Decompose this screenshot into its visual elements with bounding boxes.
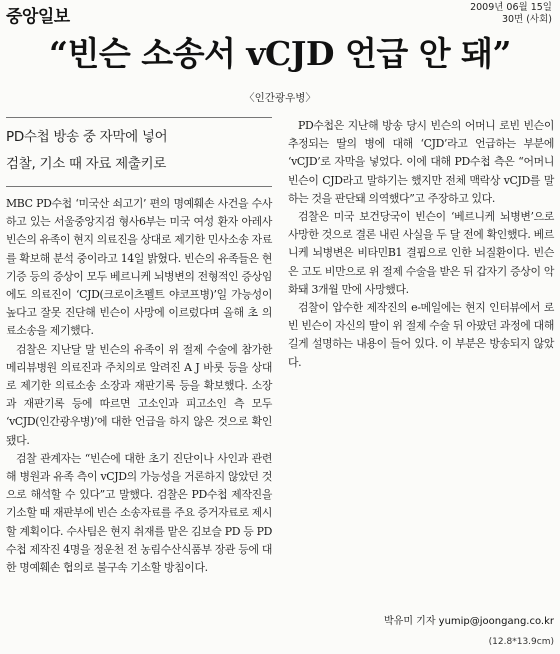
masthead-logo: 중앙일보 <box>6 7 70 27</box>
headline: “빈슨 소송서 vCJD 언급 안 돼” <box>49 34 511 73</box>
body-paragraph: 검찰은 지난달 말 빈슨의 유족이 위 절제 수술에 참가한 메리뷰병원 의료진과 주치의로 알려진 A J 바룻 등을 상대로 제기한 의료소송 소장과 재판기록 등을 확보했다. 소장과 재판기록 등에 따르면 고소인과 피고소인 측 모두 ‘vCJD(인간광우병)’에 대한 언급을 하지 않은 것으로 확인됐다. <box>6 342 272 447</box>
right-column <box>288 117 554 372</box>
issue-date: 2009년 06월 15일 <box>470 2 552 13</box>
page-section: 30면 (사회) <box>501 14 552 25</box>
byline: 박유미 기자 yumip@joongang.co.kr <box>384 616 554 627</box>
body-paragraph: 검찰은 미국 보건당국이 빈슨이 ‘베르니케 뇌병변’으로 사망한 것으로 결론 내린 사실을 두 달 전에 확인했다. 베르니케 뇌병변은 비타민B1 결핍으로 인한 뇌질환이다. 빈슨은 고도 비만으로 위 절제 수술을 받은 뒤 갑자기 증상이 악화돼 3개월 만에 사망했다. <box>288 210 554 296</box>
deck-line-1: PD수첩 방송 중 자막에 넣어 <box>6 129 168 145</box>
body-paragraph: PD수첩은 지난해 방송 당시 빈슨의 어머니 로빈 빈슨이 추정되는 딸의 병에 대해 ‘CJD’라고 언급하는 부분에 ‘vCJD’로 자막을 넣었다. 이에 대해 PD수첩 측은 “어머니 빈슨이 CJD라고 말하기는 했지만 전체 맥락상 vCJD를 말하는 것을 판단돼 의역했다”고 주장하고 있다. <box>288 119 554 205</box>
topic-tag: 〈인간광우병〉 <box>244 92 316 104</box>
clipping-size-note: (12.8*13.9cm) <box>488 637 554 647</box>
body-paragraph: 검찰이 압수한 제작진의 e-메일에는 현지 인터뷰에서 로빈 빈슨이 자신의 딸이 위 절제 수술 뒤 아팠던 과정에 대해 길게 설명하는 내용이 들어 있다. 이 부분은 방송되지 않았다. <box>288 301 554 369</box>
deck-line-2: 검찰, 기소 때 자료 제출키로 <box>6 156 167 172</box>
subheadline-deck <box>6 117 272 187</box>
left-column <box>6 117 272 577</box>
body-paragraph: 검찰 관계자는 “빈슨에 대한 초기 진단이나 사인과 관련해 병원과 유족 측이 vCJD의 가능성을 거론하지 않았던 것으로 해석할 수 있다”고 말했다. 검찰은 PD수첩 제작진을 기소할 때 재판부에 빈슨 소송자료를 주요 증거자료로 제시할 계획이다. 수사팀은 현지 취재를 맡은 김보슬 PD 등 PD수첩 제작진 4명을 정운천 전 농림수산식품부 장관 등에 대한 명예훼손 협의로 불구속 기소할 방침이다. <box>6 451 272 575</box>
dateline <box>352 2 552 26</box>
body-paragraph: MBC PD수첩 ‘미국산 쇠고기’ 편의 명예훼손 사건을 수사하고 있는 서울중앙지검 형사6부는 미국 여성 환자 아레사 빈슨의 유족이 현지 의료진을 상대로 제기한 민사소송 자료를 확보해 분석 중이라고 14일 밝혔다. 빈슨의 유족들은 현기증 등의 증상이 모두 베르니케 뇌병변의 전형적인 증상임에도 의료진이 ‘CJD(크로이츠펠트 야코프병)’일 가능성이 높다고 잘못 진단해 빈슨이 사망에 이르렀다며 올해 초 의료소송을 제기했다. <box>6 197 272 338</box>
